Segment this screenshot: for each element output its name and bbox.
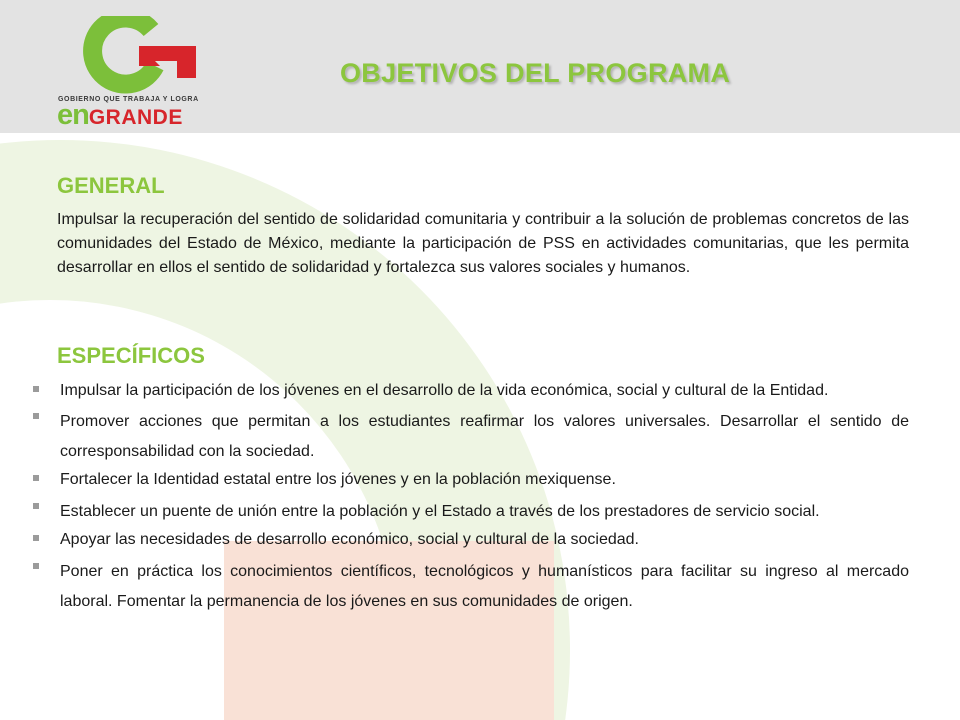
list-item — [60, 407, 909, 467]
list-item-text: Promover acciones que permitan a los estudiantes reafirmar los valores universales. Desarrollar el sentido de corresponsabilidad con la sociedad. — [60, 413, 909, 460]
especificos-heading: ESPECÍFICOS — [57, 343, 205, 368]
list-item-text: Fortalecer la Identidad estatal entre los jóvenes y en la población mexiquense. — [60, 471, 616, 488]
logo-brand-en: en — [57, 99, 89, 131]
logo-tagline: GOBIERNO QUE TRABAJA Y LOGRA — [58, 96, 199, 103]
square-bullet-icon — [33, 475, 39, 481]
g-logo-icon — [55, 16, 205, 96]
logo — [55, 16, 205, 131]
square-bullet-icon — [33, 563, 39, 569]
logo-brand-grande: GRANDE — [88, 106, 183, 129]
list-item — [60, 529, 909, 551]
list-item-text: Apoyar las necesidades de desarrollo económico, social y cultural de la sociedad. — [60, 531, 639, 548]
general-heading: GENERAL — [57, 173, 165, 198]
square-bullet-icon — [33, 386, 39, 392]
square-bullet-icon — [33, 413, 39, 419]
list-item — [60, 469, 909, 491]
general-paragraph: Impulsar la recuperación del sentido de solidaridad comunitaria y contribuir a la solución de problemas concretos de las comunidades del Estado de México, mediante la participación de PSS en actividades comunitarias, que les permita desarrollar en ellos el sentido de solidaridad y fortalezca sus valores sociales y humanos. — [57, 211, 909, 276]
list-item — [60, 497, 909, 527]
list-item-text: Establecer un puente de unión entre la población y el Estado a través de los prestadores de servicio social. — [60, 503, 820, 520]
list-item — [60, 557, 909, 617]
list-item-text: Poner en práctica los conocimientos científicos, tecnológicos y humanísticos para facilitar su ingreso al mercado laboral. Fomentar la permanencia de los jóvenes en sus comunidades de origen. — [60, 563, 909, 610]
especificos-list — [60, 380, 909, 617]
page-title: OBJETIVOS DEL PROGRAMA — [340, 58, 731, 88]
square-bullet-icon — [33, 535, 39, 541]
square-bullet-icon — [33, 503, 39, 509]
list-item — [60, 380, 909, 402]
list-item-text: Impulsar la participación de los jóvenes en el desarrollo de la vida económica, social y cultural de la Entidad. — [60, 382, 829, 399]
